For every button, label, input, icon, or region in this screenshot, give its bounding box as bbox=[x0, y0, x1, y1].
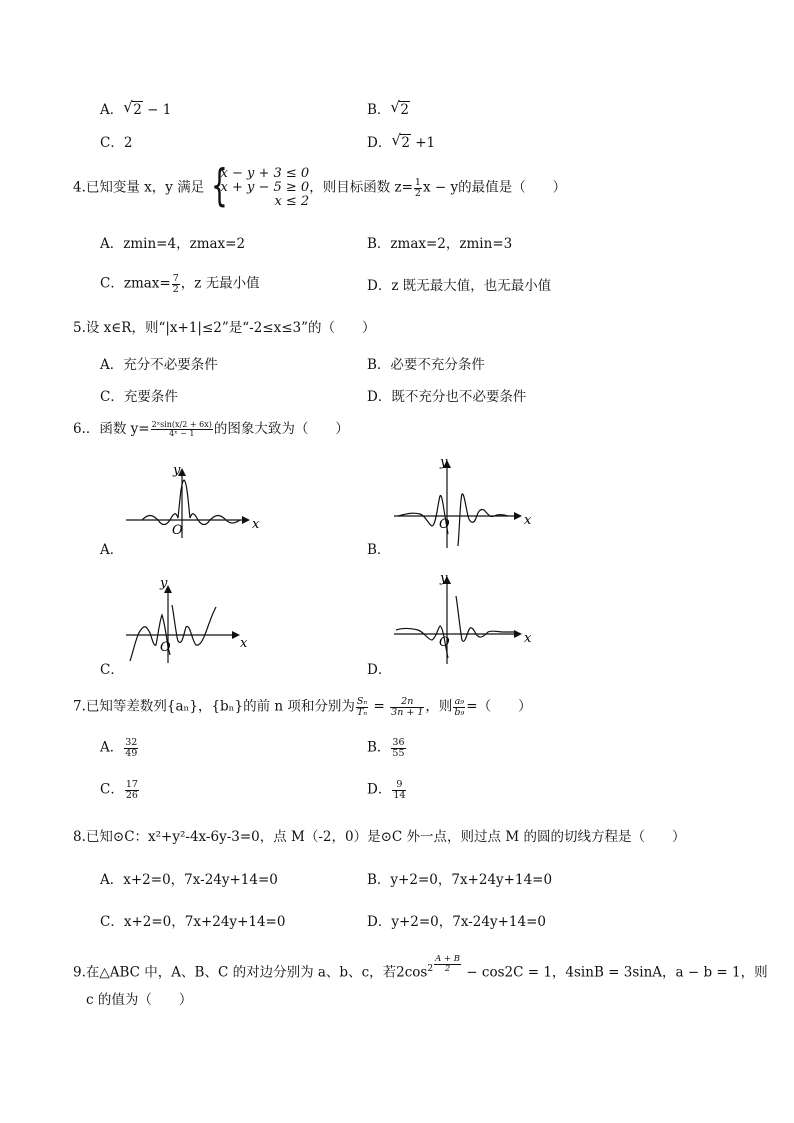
q6-stem: 6.．函数 y= $\frac{\text{2ˣsin(x/2 + 6x)}}{\text{4ˣ − 1}}$ 的图象大致为（ ） bbox=[73, 420, 349, 439]
svg-text:x: x bbox=[524, 631, 532, 646]
svg-text:x: x bbox=[252, 517, 260, 532]
q3-option-c: C．2 bbox=[100, 135, 133, 151]
brace-icon: { bbox=[210, 160, 228, 211]
q7-option-d: D． $\frac{9}{14}$ bbox=[367, 779, 406, 801]
q3-option-b: B． √ 2 bbox=[367, 98, 410, 118]
q4-option-a: A．zmin=4，zmax=2 bbox=[100, 236, 246, 252]
svg-text:y: y bbox=[440, 455, 448, 470]
q5-option-a: A．充分不必要条件 bbox=[100, 357, 218, 373]
q5-option-c: C．充要条件 bbox=[100, 389, 178, 405]
svg-text:O: O bbox=[439, 517, 450, 532]
svg-text:O: O bbox=[160, 640, 171, 655]
svg-text:O: O bbox=[172, 523, 183, 538]
q4-stem: 4.已知变量 x，y 满足 { x − y + 3 ≤ 0 x + y − 5 ≥ 0 x ≤ 2 ，则目标函数 z= $\frac{1}{2}$ x − y的最值是（ ） bbox=[73, 160, 567, 211]
svg-text:x: x bbox=[524, 513, 532, 528]
svg-text:y: y bbox=[173, 463, 181, 478]
svg-text:y: y bbox=[440, 571, 448, 586]
q9-stem-line2: c 的值为（ ） bbox=[86, 992, 193, 1008]
svg-text:O: O bbox=[439, 635, 450, 650]
q5-stem: 5.设 x∈R，则“|x+1|≤2”是“-2≤x≤3”的（ ） bbox=[73, 320, 376, 336]
q5-option-b: B．必要不充分条件 bbox=[367, 357, 485, 373]
q9-stem-line1: 9.在△ABC 中，A、B、C 的对边分别为 a、b、c，若$2\cos^2$ $\frac{A + B}{2}$ − cos2C = 1，4sinB = 3sinA，a − b = 1，则 bbox=[73, 954, 768, 981]
q3-option-a: A． √ 2 − 1 bbox=[100, 98, 172, 118]
q8-option-a: A．x+2=0，7x-24y+14=0 bbox=[100, 872, 278, 888]
q8-option-b: B．y+2=0，7x+24y+14=0 bbox=[367, 872, 553, 888]
q4-option-d: D．z 既无最大值，也无最小值 bbox=[367, 278, 552, 294]
q8-option-c: C．x+2=0，7x+24y+14=0 bbox=[100, 914, 286, 930]
svg-text:y: y bbox=[160, 576, 168, 591]
q6-graph-c bbox=[120, 575, 260, 665]
q6-graph-a bbox=[120, 460, 260, 540]
q4-option-c: C．zmax= $\frac{7}{2}$ ，z 无最小值 bbox=[100, 273, 260, 295]
q6-option-d: D． bbox=[367, 662, 392, 678]
q8-option-d: D．y+2=0，7x-24y+14=0 bbox=[367, 914, 546, 930]
q5-option-d: D．既不充分也不必要条件 bbox=[367, 389, 527, 405]
q3-option-d: D． √ 2 +1 bbox=[367, 131, 436, 151]
q7-option-c: C． $\frac{17}{26}$ bbox=[100, 779, 138, 801]
q6-graph-b bbox=[390, 452, 535, 550]
q4-constraint-system: { x − y + 3 ≤ 0 x + y − 5 ≥ 0 x ≤ 2 bbox=[210, 160, 310, 211]
svg-text:x: x bbox=[240, 636, 248, 651]
q7-stem: 7.已知等差数列{aₙ}，{bₙ}的前 n 项和分别为 $\frac{\text{Sₙ}}{\text{Tₙ}}$ = $\frac{2n}{3n + 1}$ ，则 $\frac{\text{a₉}}{\text{b₉}}$ =（ ） bbox=[73, 696, 532, 718]
q8-stem: 8.已知⊙C：x²+y²-4x-6y-3=0，点 M（-2，0）是⊙C 外一点，则过点 M 的圆的切线方程是（ ） bbox=[73, 829, 686, 845]
q7-option-b: B． $\frac{36}{55}$ bbox=[367, 737, 405, 759]
q7-option-a: A． $\frac{32}{49}$ bbox=[100, 737, 138, 759]
q4-option-b: B．zmax=2，zmin=3 bbox=[367, 236, 513, 252]
q6-option-a: A． bbox=[100, 542, 124, 558]
q6-option-c: C． bbox=[100, 662, 124, 678]
q6-option-b: B． bbox=[367, 542, 391, 558]
q6-graph-d bbox=[390, 568, 535, 666]
